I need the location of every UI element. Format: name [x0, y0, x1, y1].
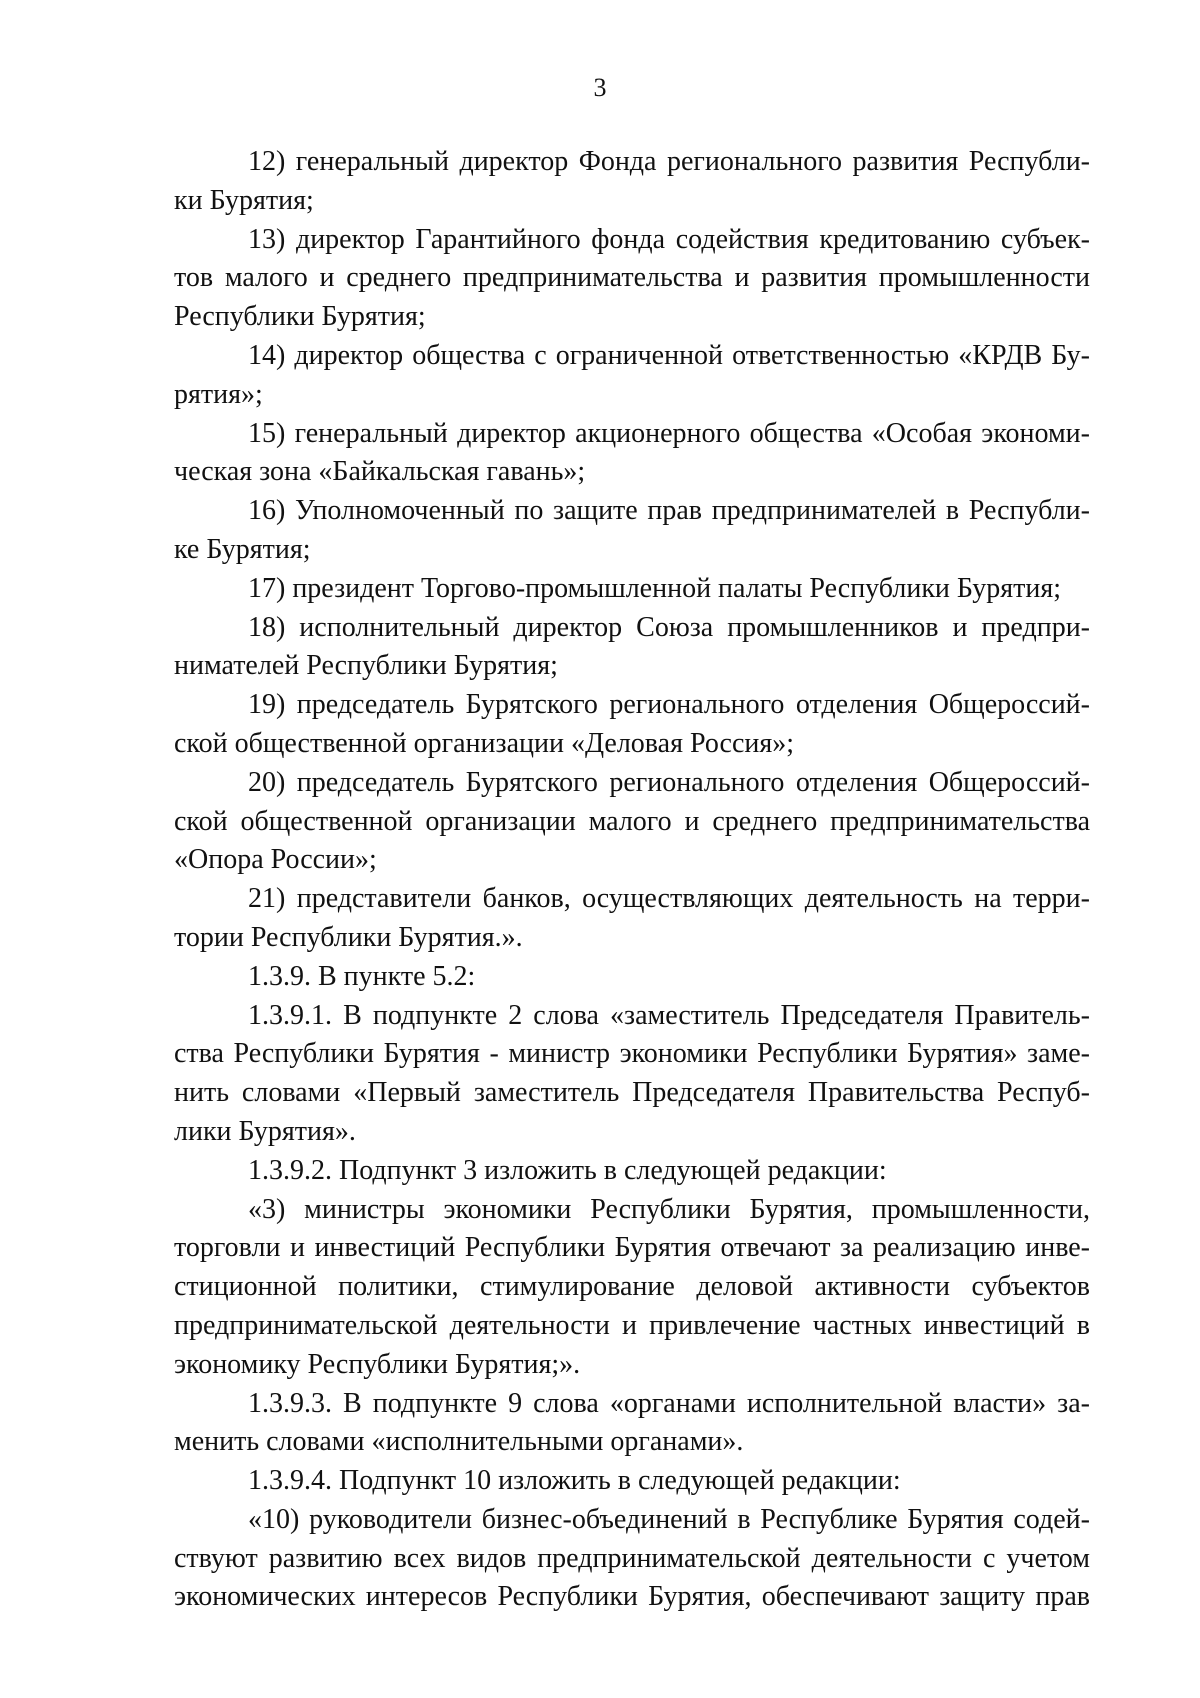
text-line: ческая зона «Байкальская гавань»;: [174, 456, 586, 488]
text-line: 14) директор общества с ограниченной ответственностью «КРДВ Бу-: [248, 339, 1090, 371]
text-line: нимателей Республики Бурятия;: [174, 650, 558, 682]
text-line: ской общественной организации «Деловая Россия»;: [174, 727, 795, 759]
text-line: тов малого и среднего предпринимательства и развития промышленности: [174, 262, 1090, 294]
text-line: рятия»;: [174, 378, 263, 410]
text-line: Республики Бурятия;: [174, 301, 426, 333]
text-line: ства Республики Бурятия - министр экономики Республики Бурятия» заме-: [174, 1038, 1090, 1070]
text-line: экономику Республики Бурятия;».: [174, 1348, 581, 1380]
text-line: менить словами «исполнительными органами».: [174, 1426, 744, 1458]
text-line: лики Бурятия».: [174, 1115, 356, 1147]
text-line: 20) председатель Бурятского регионального отделения Общероссий-: [248, 766, 1090, 798]
text-line: 1.3.9.3. В подпункте 9 слова «органами исполнительной власти» за-: [248, 1387, 1090, 1419]
text-line: «10) руководители бизнес-объединений в Республике Бурятия содей-: [248, 1503, 1090, 1535]
text-line: стиционной политики, стимулирование деловой активности субъектов: [174, 1271, 1090, 1303]
text-line: предпринимательской деятельности и привлечение частных инвестиций в: [174, 1309, 1090, 1341]
text-line: торговли и инвестиций Республики Бурятия отвечают за реализацию инве-: [174, 1232, 1090, 1264]
text-line: 15) генеральный директор акционерного общества «Особая экономи-: [248, 417, 1090, 449]
page-number: 3: [593, 73, 607, 102]
text-line: «Опора России»;: [174, 844, 377, 876]
text-line: 19) председатель Бурятского регионального отделения Общероссий-: [248, 689, 1090, 721]
text-line: ки Бурятия;: [174, 184, 314, 216]
text-line: экономических интересов Республики Бурятия, обеспечивают защиту прав: [174, 1581, 1090, 1613]
text-line: ской общественной организации малого и среднего предпринимательства: [174, 805, 1090, 837]
text-line: «3) министры экономики Республики Бурятия, промышленности,: [248, 1193, 1090, 1225]
text-line: 13) директор Гарантийного фонда содействия кредитованию субъек-: [248, 223, 1090, 255]
text-line: 18) исполнительный директор Союза промышленников и предпри-: [248, 611, 1090, 643]
text-line: нить словами «Первый заместитель Председателя Правительства Респуб-: [174, 1077, 1090, 1109]
text-line: 16) Уполномоченный по защите прав предпринимателей в Республи-: [248, 495, 1090, 527]
document-body: [174, 143, 1090, 1617]
text-line: 12) генеральный директор Фонда регионального развития Республи-: [248, 146, 1090, 177]
text-line: 1.3.9.2. Подпункт 3 изложить в следующей редакции:: [248, 1154, 887, 1186]
text-line: 1.3.9.4. Подпункт 10 изложить в следующей редакции:: [248, 1465, 901, 1497]
text-line: ке Бурятия;: [174, 533, 311, 565]
text-line: 21) представители банков, осуществляющих деятельность на терри-: [248, 883, 1090, 915]
text-line: тории Республики Бурятия.».: [174, 921, 523, 953]
text-line: ствуют развитию всех видов предпринимательской деятельности с учетом: [174, 1542, 1090, 1574]
text-line: 17) президент Торгово-промышленной палаты Республики Бурятия;: [248, 572, 1062, 604]
text-line: 1.3.9. В пункте 5.2:: [248, 960, 476, 992]
text-line: 1.3.9.1. В подпункте 2 слова «заместитель Председателя Правитель-: [248, 999, 1090, 1031]
